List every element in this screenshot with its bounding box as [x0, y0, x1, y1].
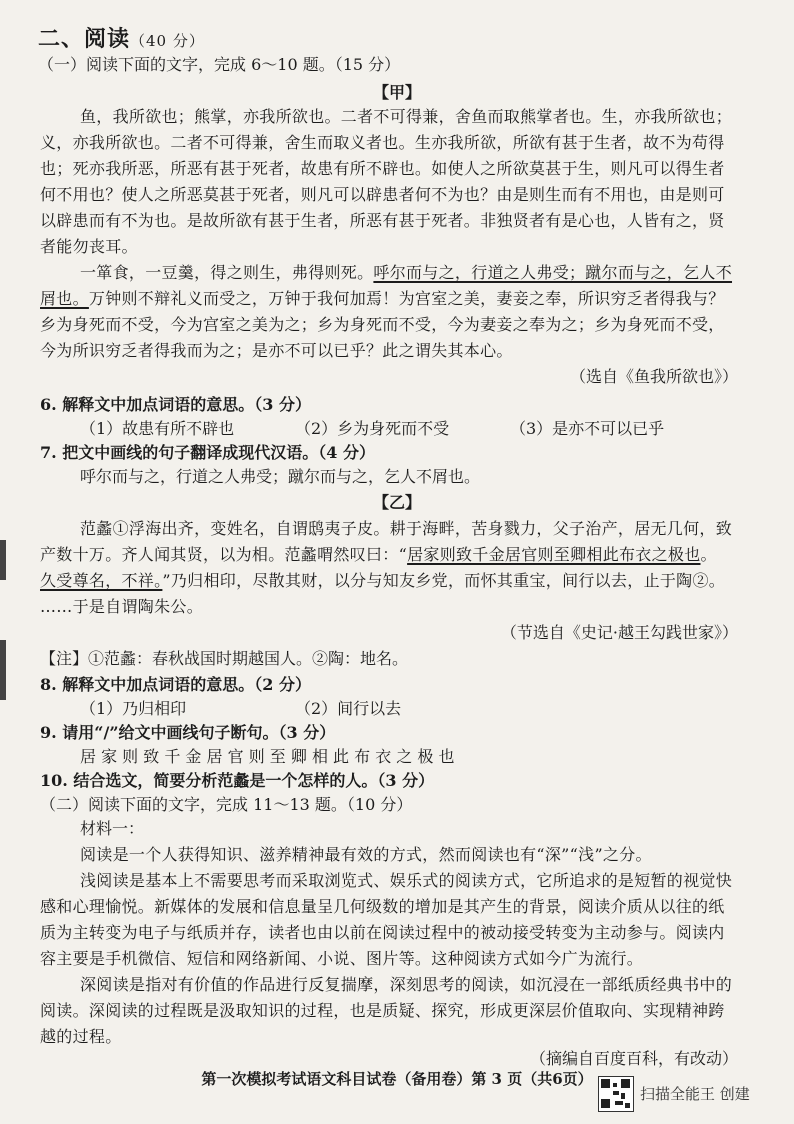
yi-underlined-sentence: 居家则致千金居官则至卿相此布衣之极也	[407, 545, 701, 564]
yi-line-4: ……于是自谓陶朱公。	[40, 597, 204, 616]
jia-p2-text: 万钟则不辩礼义而受之，万钟于我何加焉！为宫室之美，妻妾之奉，所识穷乏者得我与？	[88, 289, 725, 308]
jia-line-3: 也；死亦我所恶，所恶有甚于死者，故患有所不辟也。如使人之所欲莫甚于生，则凡可以得生者	[40, 159, 725, 178]
q8-item-1: （1）乃归相印	[80, 699, 187, 718]
q7-prompt: 7. 把文中画线的句子翻译成现代汉语。（4 分）	[40, 443, 375, 462]
jia-line-1: 鱼，我所欲也；熊掌，亦我所欲也。二者不可得兼，舍鱼而取熊掌者也。生，亦我所欲也；	[80, 107, 733, 126]
q6-item-1: （1）故患有所不辟也	[80, 419, 235, 438]
yi-title: 【乙】	[372, 493, 421, 512]
yi-line-3	[40, 568, 725, 591]
material1-line-7: 阅读。深阅读的过程既是汲取知识的过程，也是质疑、探究，形成更深层价值取向、实现精神跨	[40, 1001, 725, 1020]
q9-sentence: 居 家 则 致 千 金 居 官 则 至 卿 相 此 布 衣 之 极 也	[80, 747, 455, 766]
q6-item-3: （3）是亦不可以已乎	[510, 419, 665, 438]
yi-source: （节选自《史记·越王勾践世家》）	[500, 623, 738, 642]
material1-line-5: 容主要是手机微信、短信和网络新闻、小说、图片等。这种阅读方式如今广为流行。	[40, 949, 644, 968]
jia-p2-line-3: 乡为身死而不受，今为宫室之美为之；乡为身死而不受，今为妻妾之奉为之；乡为身死而不受，	[40, 315, 725, 334]
binding-margin-mark	[0, 640, 6, 700]
jia-p2-text: 一箪食，一豆羹，得之则生，弗得则死。	[80, 263, 374, 282]
q6-prompt: 6. 解释文中加点词语的意思。（3 分）	[40, 395, 311, 414]
jia-underlined-sentence: 呼尔而与之，行道之人弗受；蹴尔而与之，乞人不	[373, 263, 733, 282]
material1-line-6: 深阅读是指对有价值的作品进行反复揣摩，深刻思考的阅读，如沉浸在一部纸质经典书中的	[80, 975, 733, 994]
material1-line-4: 质为主转变为电子与纸质并存，读者也由以前在阅读过程中的被动接受转变为主动参与。阅读内	[40, 923, 725, 942]
jia-underlined-sentence-end: 屑也。	[40, 289, 89, 308]
qr-code-icon	[598, 1076, 634, 1112]
yi-line-2	[40, 542, 717, 565]
part2-heading: （二）阅读下面的文字，完成 11～13 题。（10 分）	[40, 795, 413, 814]
binding-margin-mark	[0, 540, 6, 580]
material1-title: 材料一：	[80, 819, 145, 838]
section-heading	[38, 22, 205, 53]
material1-line-3: 感和心理愉悦。新媒体的发展和信息量呈几何级数的增加是其产生的背景，阅读介质从以往的纸	[40, 897, 725, 916]
q6-item-2: （2）乡为身死而不受	[295, 419, 450, 438]
jia-p2-line-1	[80, 260, 732, 283]
part1-heading: （一）阅读下面的文字，完成 6～10 题。（15 分）	[38, 55, 401, 74]
page-footer: 第一次模拟考试语文科目试卷（备用卷）第 3 页（共6页）	[201, 1070, 593, 1088]
jia-line-4: 何不用也？使人之所恶莫甚于死者，则凡可以辟患者何不为也？由是则生而有不用也，由是则可	[40, 185, 725, 204]
material1-line-1: 阅读是一个人获得知识、滋养精神最有效的方式，然而阅读也有“深”“浅”之分。	[80, 845, 652, 864]
jia-line-6: 者能勿丧耳。	[40, 237, 138, 256]
section-points: （40 分）	[130, 32, 205, 50]
material1-source: （摘编自百度百科，有改动）	[529, 1049, 738, 1068]
section-title: 二、阅读	[38, 26, 131, 52]
q8-item-2: （2）间行以去	[295, 699, 402, 718]
q7-sentence: 呼尔而与之，行道之人弗受；蹴尔而与之，乞人不屑也。	[80, 467, 481, 486]
q10-prompt: 10. 结合选文，简要分析范蠡是一个怎样的人。（3 分）	[40, 771, 435, 790]
jia-source: （选自《鱼我所欲也》）	[569, 367, 738, 386]
yi-text: 产数十万。齐人闻其贤，以为相。范蠡喟然叹曰：“	[40, 545, 408, 564]
q9-prompt: 9. 请用“/”给文中画线句子断句。（3 分）	[40, 723, 336, 742]
jia-p2-line-2	[40, 286, 725, 309]
annotation-note: 【注】①范蠡：春秋战国时期越国人。②陶：地名。	[40, 649, 409, 668]
jia-line-2: 义，亦我所欲也。二者不可得兼，舍生而取义者也。生亦我所欲，所欲有甚于生者，故不为苟得	[40, 133, 725, 152]
jia-line-5: 以辟患而有不为也。是故所欲有甚于生者，所恶有甚于死者。非独贤者有是心也，人皆有之，贤	[40, 211, 725, 230]
yi-line-1: 范蠡①浮海出齐，变姓名，自谓鸱夷子皮。耕于海畔，苦身戮力，父子治产，居无几何，致	[80, 519, 733, 538]
yi-text: ”乃归相印，尽散其财，以分与知友乡党，而怀其重宝，间行以去，止于陶②。	[162, 571, 726, 590]
material1-line-2: 浅阅读是基本上不需要思考而采取浏览式、娱乐式的阅读方式，它所追求的是短暂的视觉快	[80, 871, 733, 890]
q8-prompt: 8. 解释文中加点词语的意思。（2 分）	[40, 675, 311, 694]
material1-line-8: 越的过程。	[40, 1027, 122, 1046]
yi-underlined-sentence-end: 久受尊名，不祥。	[40, 571, 163, 590]
yi-text: 。	[700, 545, 717, 564]
jia-title: 【甲】	[372, 83, 421, 102]
jia-p2-line-4: 今为所识穷乏者得我而为之；是亦不可以已乎？此之谓失其本心。	[40, 341, 513, 360]
scanner-watermark: 扫描全能王 创建	[640, 1085, 750, 1103]
